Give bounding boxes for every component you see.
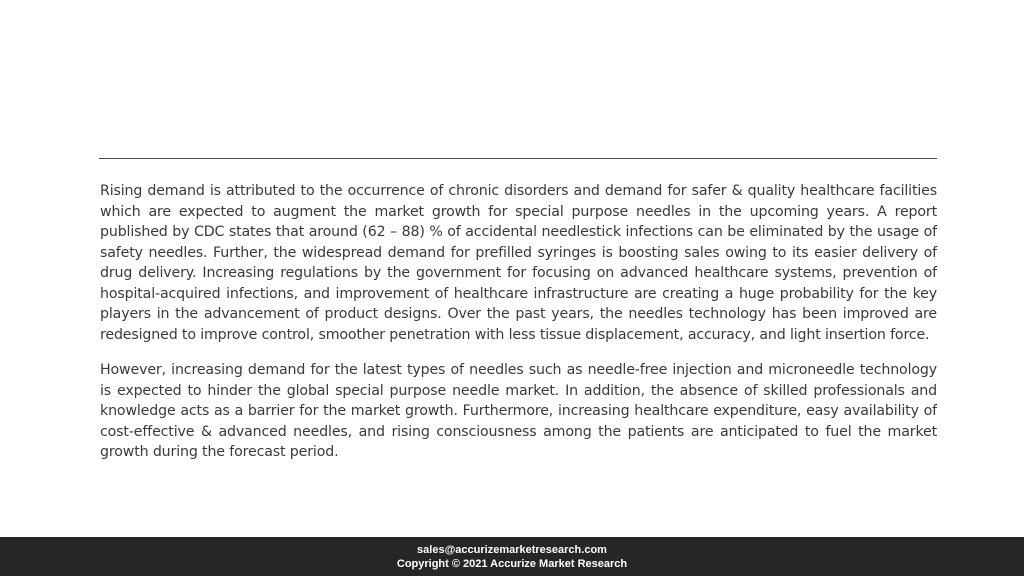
footer-copyright: Copyright © 2021 Accurize Market Research — [396, 557, 628, 570]
footer-bar — [0, 537, 1024, 576]
paragraph-1: Rising demand is attributed to the occurrence of chronic disorders and demand for safer & quality healthcare facilities which are expected to augment the market growth for special purpose needles in the upcoming years. A report published by CDC states that around (62 – 88) % of accidental needlestick infections can be eliminated by the usage of safety needles. Further, the widespread demand for prefilled syringes is boosting sales owing to its easier delivery of drug delivery. Increasing regulations by the government for focusing on advanced healthcare systems, prevention of hospital-acquired infections, and improvement of healthcare infrastructure are creating a huge probability for the key players in the advancement of product designs. Over the past years, the needles technology has been improved are redesigned to improve control, smoother penetration with less tissue displacement, accuracy, and light insertion force. — [100, 183, 937, 343]
paragraph-2: However, increasing demand for the latest types of needles such as needle-free injection and microneedle technology is expected to hinder the global special purpose needle market. In addition, the absence of skilled professionals and knowledge acts as a barrier for the market growth. Furthermore, increasing healthcare expenditure, easy availability of cost-effective & advanced needles, and rising consciousness among the patients are anticipated to fuel the market growth during the forecast period. — [100, 362, 937, 460]
horizontal-divider — [99, 158, 937, 159]
body-text — [100, 181, 937, 478]
footer-email[interactable]: sales@accurizemarketresearch.com — [417, 543, 607, 556]
